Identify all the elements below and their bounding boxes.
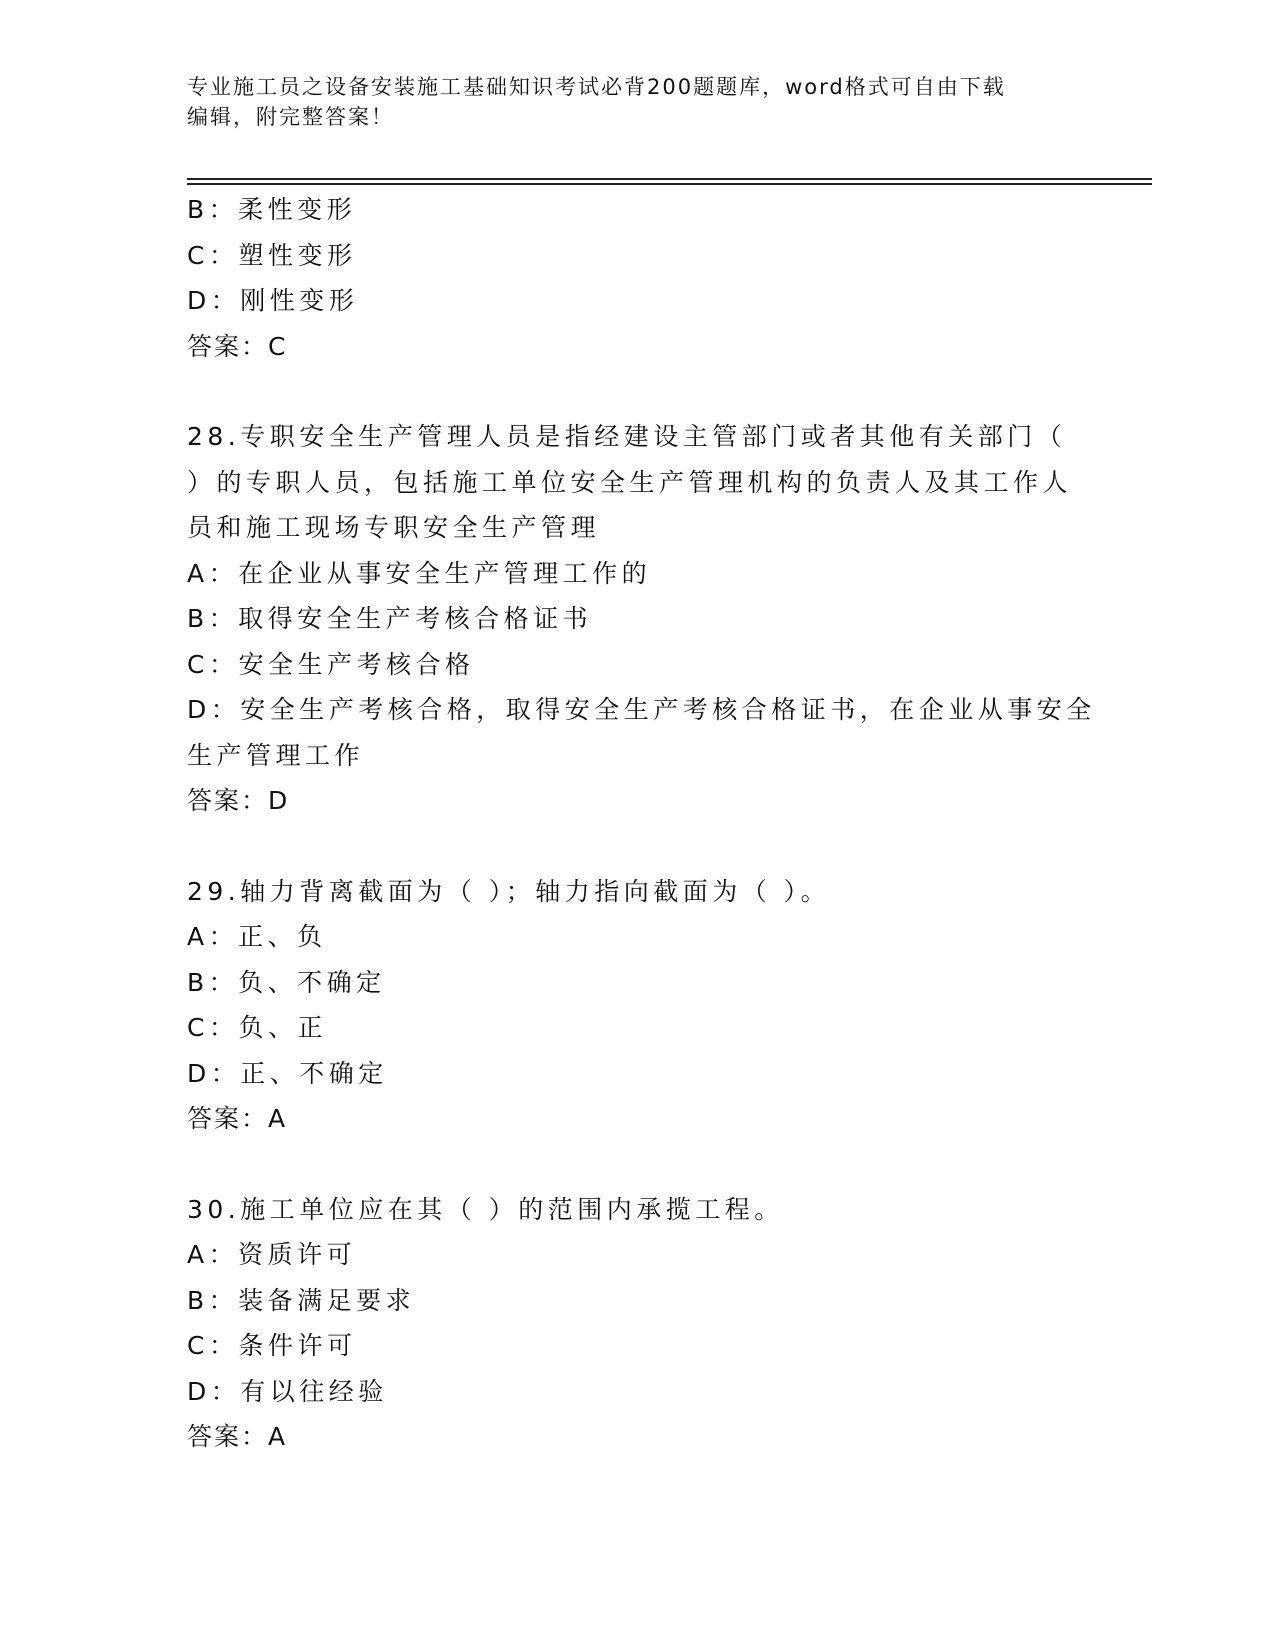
document-header	[187, 72, 1067, 132]
question-30	[187, 1187, 1087, 1460]
option-a: A：正、负	[187, 922, 327, 951]
option-d-continued: 生产管理工作	[187, 740, 365, 770]
option-b: B：柔性变形	[187, 195, 357, 224]
question-list	[187, 187, 1096, 1460]
option-d: D：安全生产考核合格，取得安全生产考核合格证书，在企业从事安全	[187, 695, 1096, 724]
header-divider-top	[187, 178, 1152, 180]
spacer	[187, 824, 1087, 869]
option-c: C：塑性变形	[187, 240, 357, 270]
header-divider-bottom	[187, 183, 1152, 185]
option-b: B：负、不确定	[187, 967, 386, 997]
question-stem-line: 28.专职安全生产管理人员是指经建设主管部门或者其他有关部门（	[187, 422, 1067, 451]
spacer	[187, 1142, 1087, 1187]
question-28	[187, 414, 1096, 824]
option-b: B：装备满足要求	[187, 1285, 416, 1315]
option-c: C：安全生产考核合格	[187, 649, 475, 679]
option-c: C：条件许可	[187, 1331, 357, 1360]
question-29	[187, 869, 1087, 1142]
option-d: D：刚性变形	[187, 286, 359, 315]
option-d: D：正、不确定	[187, 1058, 388, 1088]
question-stem-line: ）的专职人员，包括施工单位安全生产管理机构的负责人及其工作人	[187, 467, 1073, 497]
question-stem-line: 29.轴力背离截面为（ ）；轴力指向截面为（ ）。	[187, 876, 831, 906]
header-title-line-1: 专业施工员之设备安装施工基础知识考试必背200题题库，word格式可自由下载	[187, 75, 1006, 99]
answer-line: 答案：D	[187, 786, 290, 815]
answer-line: 答案：A	[187, 1422, 288, 1451]
option-b: B：取得安全生产考核合格证书	[187, 604, 593, 633]
answer-line: 答案：A	[187, 1104, 288, 1133]
option-c: C：负、正	[187, 1013, 327, 1042]
spacer	[187, 369, 1087, 414]
question-stem-line: 30.施工单位应在其（ ）的范围内承揽工程。	[187, 1194, 784, 1224]
option-a: A：资质许可	[187, 1240, 357, 1269]
answer-line: 答案：C	[187, 331, 288, 361]
question-stem-line: 员和施工现场专职安全生产管理	[187, 513, 601, 542]
option-a: A：在企业从事安全生产管理工作的	[187, 558, 652, 588]
question-27-continued	[187, 187, 1087, 369]
header-title-line-2: 编辑，附完整答案！	[187, 105, 394, 129]
option-d: D：有以往经验	[187, 1376, 388, 1406]
